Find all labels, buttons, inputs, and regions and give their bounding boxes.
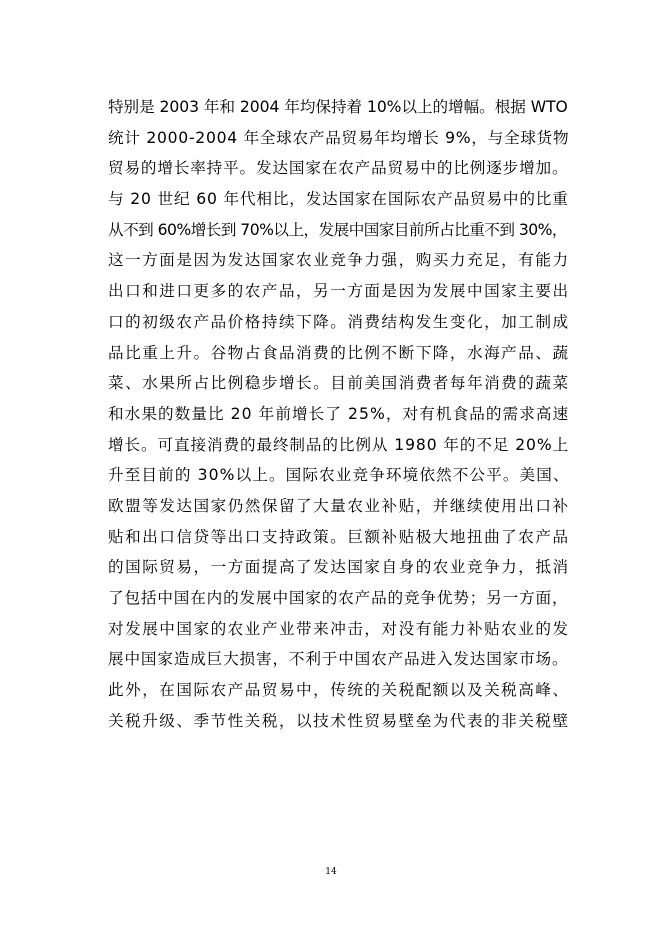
- text-line: 增长。可直接消费的最终制品的比例从 1980 年的不足 20%上: [108, 435, 570, 454]
- text-line: 这一方面是因为发达国家农业竞争力强，购买力充足，有能力: [108, 251, 570, 270]
- page-number: 14: [325, 867, 337, 877]
- text-line: 了包括中国在内的发展中国家的农产品的竞争优势；另一方面，: [108, 589, 569, 607]
- text-line: 和水果的数量比 20 年前增长了 25%，对有机食品的需求高速: [108, 404, 570, 423]
- text-line: 贴和出口信贷等出口支持政策。巨额补贴极大地扭曲了农产品: [108, 527, 570, 546]
- text-line: 对发展中国家的农业产业带来冲击，对没有能力补贴农业的发: [108, 619, 570, 638]
- text-line: 从不到 60%增长到 70%以上，发展中国家目前所占比重不到 30%，: [108, 220, 567, 239]
- text-line: 品比重上升。谷物占食品消费的比例不断下降，水海产品、蔬: [108, 343, 570, 362]
- text-line: 关税升级、季节性关税，以技术性贸易壁垒为代表的非关税壁: [108, 711, 570, 730]
- text-line: 此外，在国际农产品贸易中，传统的关税配额以及关税高峰、: [108, 681, 570, 700]
- text-line: 与 20 世纪 60 年代相比，发达国家在国际农产品贸易中的比重: [108, 190, 569, 209]
- text-line: 升至目前的 30%以上。国际农业竞争环境依然不公平。美国、: [108, 466, 570, 485]
- text-line: 欧盟等发达国家仍然保留了大量农业补贴，并继续使用出口补: [108, 496, 570, 515]
- text-line: 贸易的增长率持平。发达国家在农产品贸易中的比例逐步增加。: [108, 159, 569, 178]
- text-line: 特别是 2003 年和 2004 年均保持着 10%以上的增幅。根据 WTO: [108, 98, 568, 116]
- text-line: 展中国家造成巨大损害，不利于中国农产品进入发达国家市场。: [108, 650, 569, 669]
- text-line: 出口和进口更多的农产品，另一方面是因为发展中国家主要出: [108, 282, 570, 301]
- text-line: 菜、水果所占比例稳步增长。目前美国消费者每年消费的蔬菜: [108, 374, 570, 393]
- text-line: 统计 2000-2004 年全球农产品贸易年均增长 9%，与全球货物: [108, 128, 570, 147]
- text-line: 的国际贸易，一方面提高了发达国家自身的农业竞争力，抵消: [108, 558, 570, 577]
- body-paragraph: [108, 92, 568, 736]
- text-line: 口的初级农产品价格持续下降。消费结构发生变化，加工制成: [108, 312, 570, 331]
